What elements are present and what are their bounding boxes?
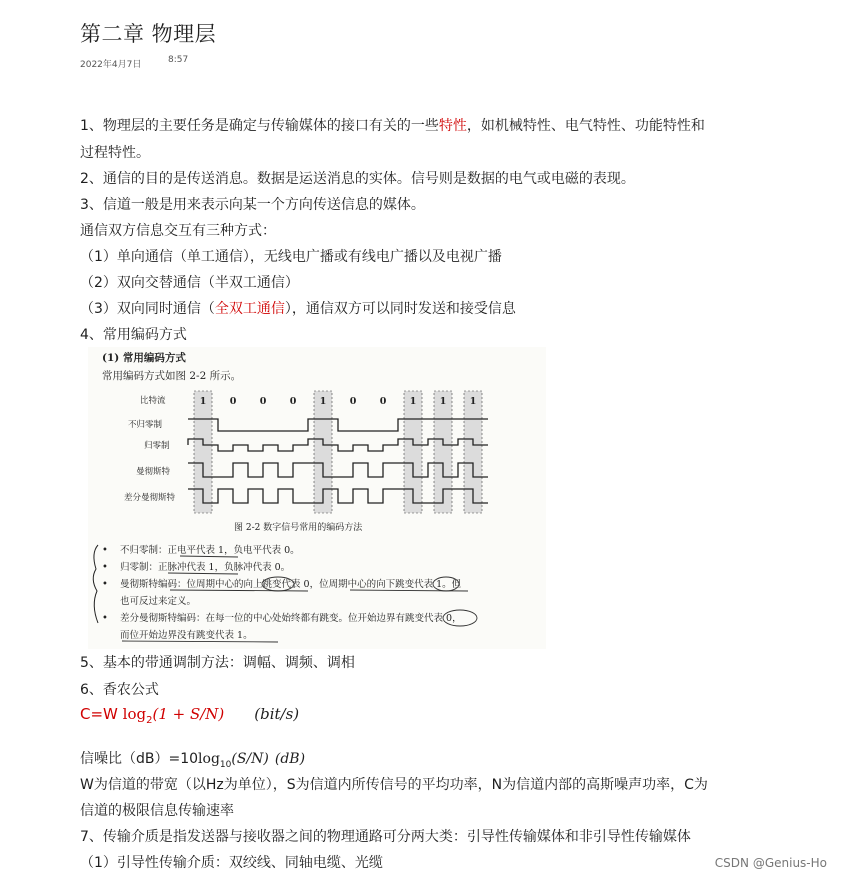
svg-text:•: • [102, 579, 108, 590]
row-label-manchester: 曼彻斯特 [136, 467, 171, 477]
paragraph-3: 3、信道一般是用来表示向某一个方向传送信息的媒体。 [80, 197, 425, 213]
paragraph-1 [80, 116, 705, 136]
snr-unit: (dB) [274, 751, 306, 767]
note-date: 2022年4月7日 [80, 60, 142, 70]
note-nrz: 不归零制：正电平代表 1，负电平代表 0。 [120, 545, 300, 556]
note-time: 8:57 [168, 55, 189, 65]
bit-value: 0 [349, 396, 357, 407]
paragraph-2: 2、通信的目的是传送消息。数据是运送消息的实体。信号则是数据的电气或电磁的表现。 [80, 171, 635, 187]
paragraph-simplex: （1）单向通信（单工通信），无线电广播或有线电广播以及电视广播 [80, 249, 502, 265]
bit-value: 1 [469, 396, 477, 407]
row-label-nrz: 不归零制 [128, 420, 163, 430]
svg-text:•: • [102, 613, 108, 624]
formula-unit: (bit/s) [254, 705, 300, 723]
encoding-figure [88, 347, 546, 649]
note-rz: 归零制：正脉冲代表 1，负脉冲代表 0。 [120, 562, 291, 573]
note-diff-manchester-cont: 而位开始边界没有跳变代表 1。 [120, 630, 253, 641]
csdn-watermark: CSDN @Genius-Ho [714, 856, 827, 870]
row-label-rz: 归零制 [144, 441, 170, 451]
svg-text:•: • [102, 562, 108, 573]
bit-value: 0 [259, 396, 267, 407]
bit-value: 1 [439, 396, 447, 407]
paragraph-media: 7、传输介质是指发送器与接收器之间的物理通路可分两大类：引导性传输媒体和非引导性传输媒体 [80, 829, 691, 845]
bit-value: 0 [379, 396, 387, 407]
snr-log: log [198, 751, 220, 767]
snr-body: (S/N) [231, 751, 269, 767]
paragraph-shannon: 6、香农公式 [80, 682, 159, 698]
bit-stream-label: 比特流 [140, 396, 166, 406]
waveform-diff-manchester [188, 489, 488, 503]
paragraph-modulation: 5、基本的带通调制方法：调幅、调频、调相 [80, 655, 355, 671]
row-label-diff-manchester: 差分曼彻斯特 [124, 493, 176, 503]
paragraph-encoding: 4、常用编码方式 [80, 327, 187, 343]
note-diff-manchester: 差分曼彻斯特编码：在每一位的中心处始终都有跳变。位开始边界有跳变代表 0， [120, 613, 462, 624]
figure-subheading: 常用编码方式如图 2-2 所示。 [102, 370, 242, 382]
paragraph-half-duplex: （2）双向交替通信（半双工通信） [80, 275, 299, 291]
full-duplex-text-b: ），通信双方可以同时发送和接受信息 [284, 301, 516, 317]
formula-log-base: 2 [146, 715, 153, 726]
snr-prefix: 信噪比（dB）=10 [80, 751, 199, 767]
bit-value: 0 [229, 396, 237, 407]
formula-prefix: C=W [80, 705, 123, 723]
note-manchester: 曼彻斯特编码：位周期中心的向上跳变代表 0，位周期中心的向下跳变代表 1。但 [120, 579, 462, 590]
bit-value: 1 [409, 396, 417, 407]
paragraph-variables: W为信道的带宽（以Hz为单位），S为信道内所传信号的平均功率，N为信道内部的高斯噪声功率，C为 [80, 777, 708, 793]
paragraph-variables-cont: 信道的极限信息传输速率 [80, 803, 234, 819]
bit-value: 1 [319, 396, 327, 407]
waveform-manchester [188, 463, 488, 477]
paragraph-1-text-a: 1、物理层的主要任务是确定与传输媒体的接口有关的一些 [80, 118, 439, 134]
paragraph-1-cont: 过程特性。 [80, 145, 150, 161]
paragraph-full-duplex [80, 299, 516, 319]
formula-log: log [122, 705, 147, 723]
snr-log-base: 10 [219, 759, 232, 770]
svg-text:•: • [102, 545, 108, 556]
formula-body: (1 + S/N) [152, 705, 225, 723]
bit-value: 0 [289, 396, 297, 407]
full-duplex-text-a: （3）双向同时通信（ [80, 301, 215, 317]
paragraph-1-text-b: ，如机械特性、电气特性、功能特性和 [466, 118, 705, 134]
highlight-characteristics: 特性 [438, 118, 467, 134]
paragraph-4: 通信双方信息交互有三种方式： [80, 223, 276, 239]
highlight-full-duplex: 全双工通信 [214, 301, 285, 317]
page-title: 第二章 物理层 [80, 22, 217, 46]
encoding-figure-svg [88, 347, 546, 649]
figure-heading: (1) 常用编码方式 [102, 352, 186, 364]
figure-caption: 图 2-2 数字信号常用的编码方法 [234, 523, 363, 533]
note-manchester-cont: 也可反过来定义。 [120, 596, 197, 607]
shannon-formula [80, 704, 299, 731]
bit-value: 1 [199, 396, 207, 407]
handwritten-brace [93, 545, 98, 623]
paragraph-guided-media: （1）引导性传输介质：双绞线、同轴电缆、光缆 [80, 855, 383, 871]
snr-formula [80, 749, 305, 775]
